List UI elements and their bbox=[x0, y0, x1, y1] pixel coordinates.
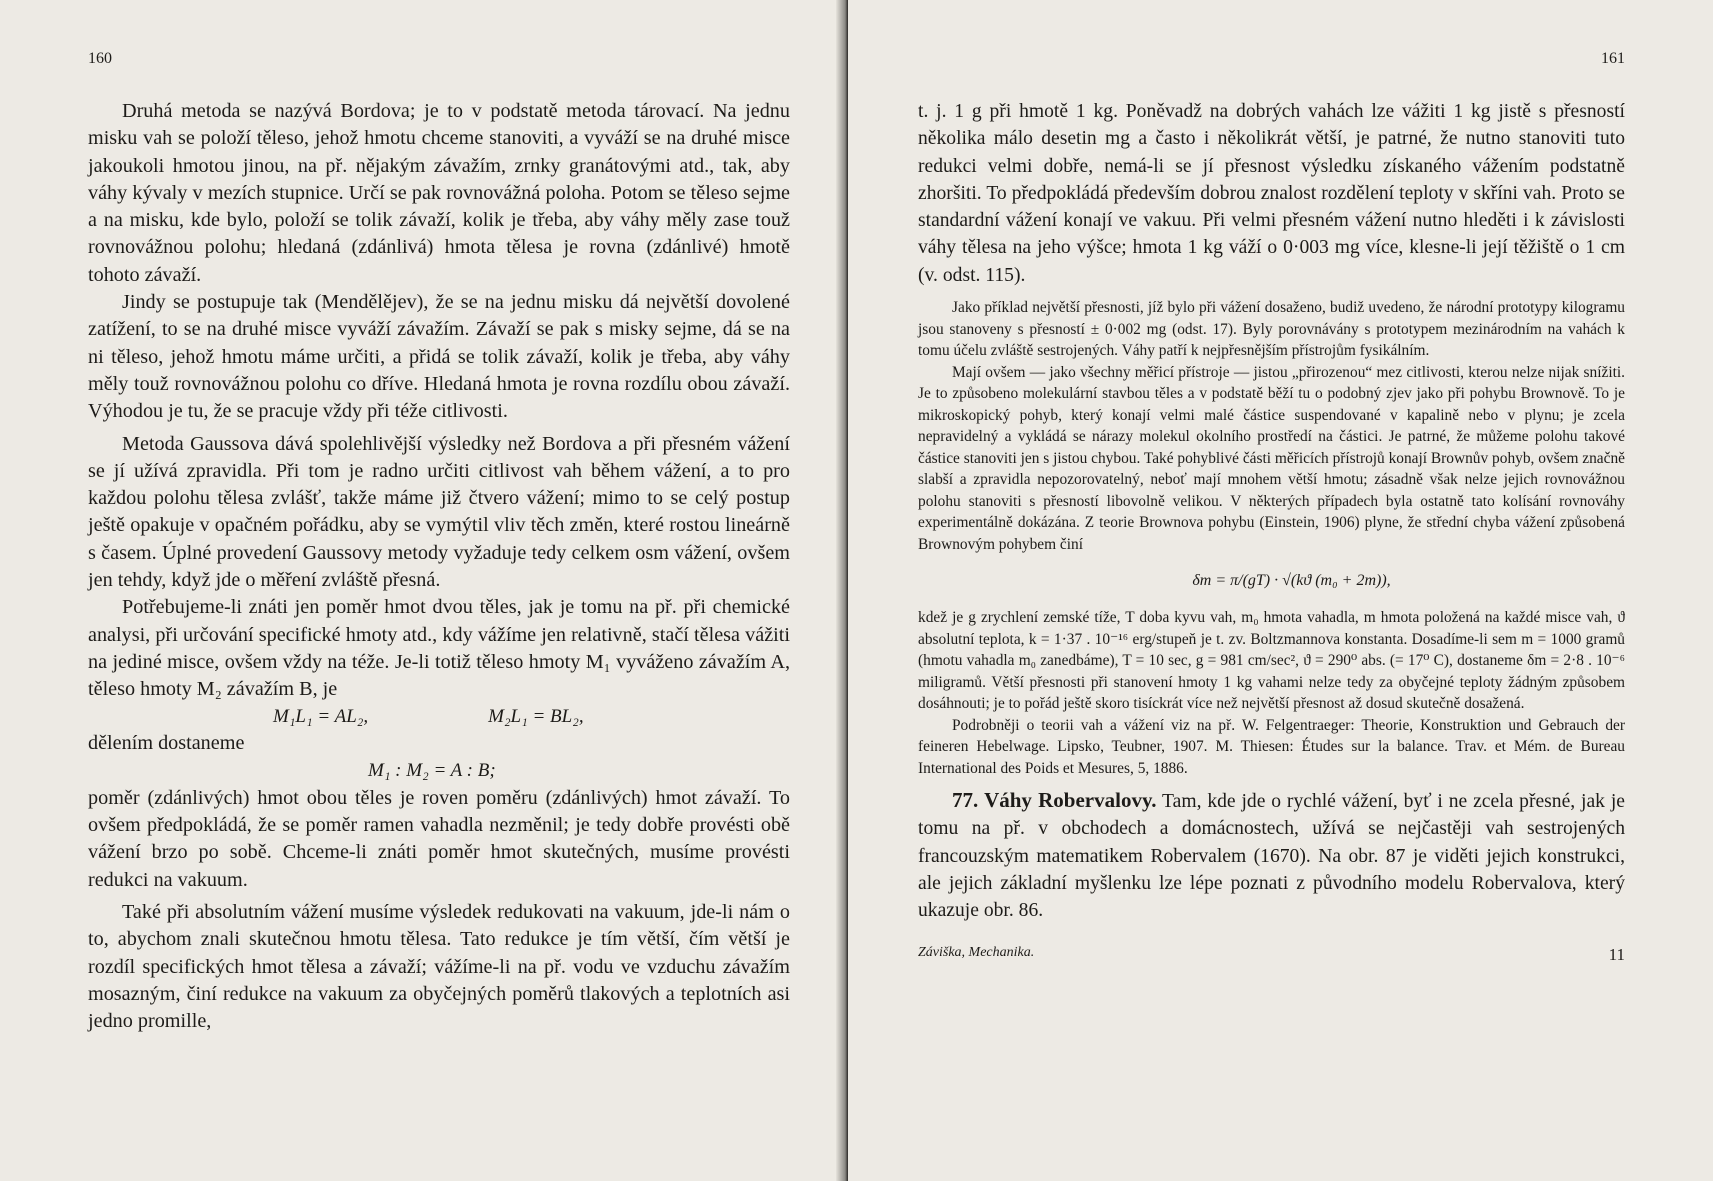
signature-mark: 11 bbox=[1608, 944, 1625, 964]
paragraph: Jindy se postupuje tak (Mendělějev), že se na jednu misku dá největší dovolené zatížení, to se na druhé misce vyváží závažím. Závaží se pak s misky sejme, dá se na ni těleso, jehož hmotu máme určiti, a přidá se tolik závaží, kolik je třeba, aby váhy měly touž rovnovážnou polohu co dříve. Hledaná hmota je rovna rozdílu obou závaží. Výhodou je tu, že se pracuje vždy při téže citlivosti. bbox=[88, 291, 790, 423]
section-paragraph bbox=[918, 787, 1625, 924]
section-heading: 77. Váhy Robervalovy. bbox=[952, 788, 1157, 813]
page-footer bbox=[918, 945, 1625, 965]
paragraph: Metoda Gaussova dává spolehlivější výsledky než Bordova a při přesném vážení se jí užívá zpravidla. Při tom je radno určiti citlivost vah během vážení, a to pro každou polohu tělesa zvlášť, takže máme již čtvero vážení; mimo to se celý postup ještě opakuje v opačném pořádku, aby se vymýtil vliv těch změn, které rostou lineárně s časem. Úplné provedení Gaussovy metody vyžaduje tedy celkem osm vážení, ovšem jen tehdy, když jde o měření zvláště přesná. bbox=[88, 432, 790, 592]
section-text: Tam, kde jde o rychlé vážení, byť i ne zcela přesné, jak je tomu na př. v obchodech a domácnostech, užívá se nejčastěji vah sestrojených francouzským matematikem Robervalem (1670). Na obr. 87 je viděti jejich konstrukci, ale jejich základní myšlenku lze lépe poznati z původního modelu Robervalova, který ukazuje obr. 86. bbox=[918, 791, 1625, 922]
paragraph: poměr (zdánlivých) hmot obou těles je roven poměru (zdánlivých) hmot závaží. To ovšem předpokládá, že se poměr ramen vahadla nezměnil; je tedy dobře provésti obě vážení brzo po sobě. Chceme-li znáti poměr hmot skutečných, musíme provésti redukci na vakuum. bbox=[88, 786, 790, 891]
paragraph: t. j. 1 g při hmotě 1 kg. Poněvadž na dobrých vahách lze vážiti 1 kg jistě s přesností několika málo desetin mg a často i několikrát větší, je patrné, že nutno stanoviti tuto redukci velmi dobře, nemá-li se jí přesnost výsledku získaného vážením podstatně zhoršiti. To předpokládá především dobrou znalost rozdělení teploty v skříni vah. Proto se standardní vážení konají ve vakuu. Při velmi přesném vážení nutno hleděti i k závislosti váhy tělesa na jeho výšce; hmota 1 kg váží o 0·003 mg více, klesne-li její těžiště o 1 cm (v. odst. 115). bbox=[918, 101, 1625, 286]
right-page bbox=[848, 0, 1713, 1181]
page-number: 160 bbox=[88, 50, 112, 67]
equation: M₁L₁ = AL₂, bbox=[273, 706, 369, 728]
footer-author: Záviška, Mechanika. bbox=[918, 944, 1035, 960]
page-number: 161 bbox=[1601, 50, 1625, 67]
paragraph: Také při absolutním vážení musíme výsledek redukovati na vakuum, jde-li nám o to, abychom znali skutečnou hmotu tělesa. Tato redukce je tím větší, čím větší je rozdíl specifických hmot tělesa a závaží; vážíme-li na př. vodu ve vzduchu závažím mosazným, činí redukce na vakuum za obyčejných poměrů tlakových a teplotních asi jedno promille, bbox=[88, 901, 790, 1033]
paragraph: Potřebujeme-li znáti jen poměr hmot dvou těles, jak je tomu na př. při chemické analysi, při určování specifické hmoty atd., kdy vážíme jen relativně, stačí tělesa vážiti na jediné misce, ovšem vždy na téže. Je-li totiž těleso hmoty M₁ vyváženo závažím A, těleso hmoty M₂ závažím B, je bbox=[88, 596, 790, 701]
footnote-paragraph: Podrobněji o teorii vah a vážení viz na př. W. Felgentraeger: Theorie, Konstruktion und Gebrauch der feineren Hebelwage. Lipsko, Teubner, 1907. M. Thiesen: Études sur la balance. Trav. et Mém. de Bureau International des Poids et Mesures, 5, 1886. bbox=[918, 716, 1625, 777]
equation: M₁ : M₂ = A : B; bbox=[368, 759, 496, 781]
footnote-paragraph: Mají ovšem — jako všechny měřicí přístroje — jistou „přirozenou“ mez citlivosti, kterou nelze nijak snížiti. Je to způsobeno molekulární stavbou těles a v podstatě běží tu o podobný zjev jako při pohybu Brownově. To je mikroskopický pohyb, který konají velmi malé částice suspendované v kapalině nebo v plynu; je zcela nepravidelný a vykládá se nárazy molekul okolního prostředí na částici. Je patrné, že můžeme polohu takové částice stanoviti jen s jistou chybou. Také pohyblivé části měřicích přístrojů konají Brownův pohyb, ovšem značně slabší a zpravidla nepozorovatelný, neboť mají mnohem větší hmotu; zásadně však nelze jejich rovnovážnou polohu stanoviti s přesností libovolně velikou. V některých případech byla ostatně tato kolísání rovnováhy experimentálně dokázána. Z teorie Brownova pohybu (Einstein, 1906) plyne, že střední chyba vážení způsobená Brownovým pohybem činí bbox=[918, 363, 1625, 553]
paragraph: Druhá metoda se nazývá Bordova; je to v podstatě metoda tárovací. Na jednu misku vah se položí těleso, jehož hmotu chceme stanoviti, a vyváží se na druhé misce jakoukoli hmotou jinou, na př. nějakým závažím, zrnky granátovými atd., tak, aby váhy kývaly v mezích stupnice. Určí se pak rovnovážná poloha. Potom se těleso sejme a na misku, kde bylo, položí se tolik závaží, kolik je třeba, aby váhy měly zase touž rovnovážnou polohu; hledaná (zdánlivá) hmota tělesa je rovna (zdánlivé) hmotě tohoto závaží. bbox=[88, 100, 790, 286]
equation-row bbox=[88, 704, 790, 730]
equation: M₂L₁ = BL₂, bbox=[488, 706, 584, 728]
paragraph: dělením dostaneme bbox=[88, 731, 245, 754]
footnote-paragraph: Jako příklad největší přesnosti, jíž bylo při vážení dosaženo, budiž uvedeno, že národní prototypy kilogramu jsou stanoveny s přesností ± 0·002 mg (odst. 17). Byly porovnávány s prototypem mezinárodním na vahách k tomu účelu zvláště sestrojených. Váhy patří k nejpřesnějším přístrojům fysikálním. bbox=[918, 299, 1625, 360]
left-page bbox=[0, 0, 848, 1181]
equation: δm = π/(gT) · √(kϑ (m₀ + 2m)), bbox=[1192, 572, 1391, 590]
footnote-paragraph: kdež je g zrychlení zemské tíže, T doba kyvu vah, m₀ hmota vahadla, m hmota položená na každé misce vah, ϑ absolutní teplota, k = 1·37 . 10⁻¹⁶ erg/stupeň je t. zv. Boltzmannova konstanta. Dosadíme-li sem m = 1000 gramů (hmotu vahadla m₀ zanedbáme), T = 10 sec, g = 981 cm/sec², ϑ = 290⁰ abs. (= 17⁰ C), dostaneme δm = 2·8 . 10⁻⁶ miligramů. Větší přesnosti při stanovení hmoty 1 kg vahami nelze tedy za obyčejné teploty žádným způsobem dosáhnouti; je to pořád ještě skoro tisíckrát více než největší přesnost až dosud skutečně dosažená. bbox=[918, 609, 1625, 713]
